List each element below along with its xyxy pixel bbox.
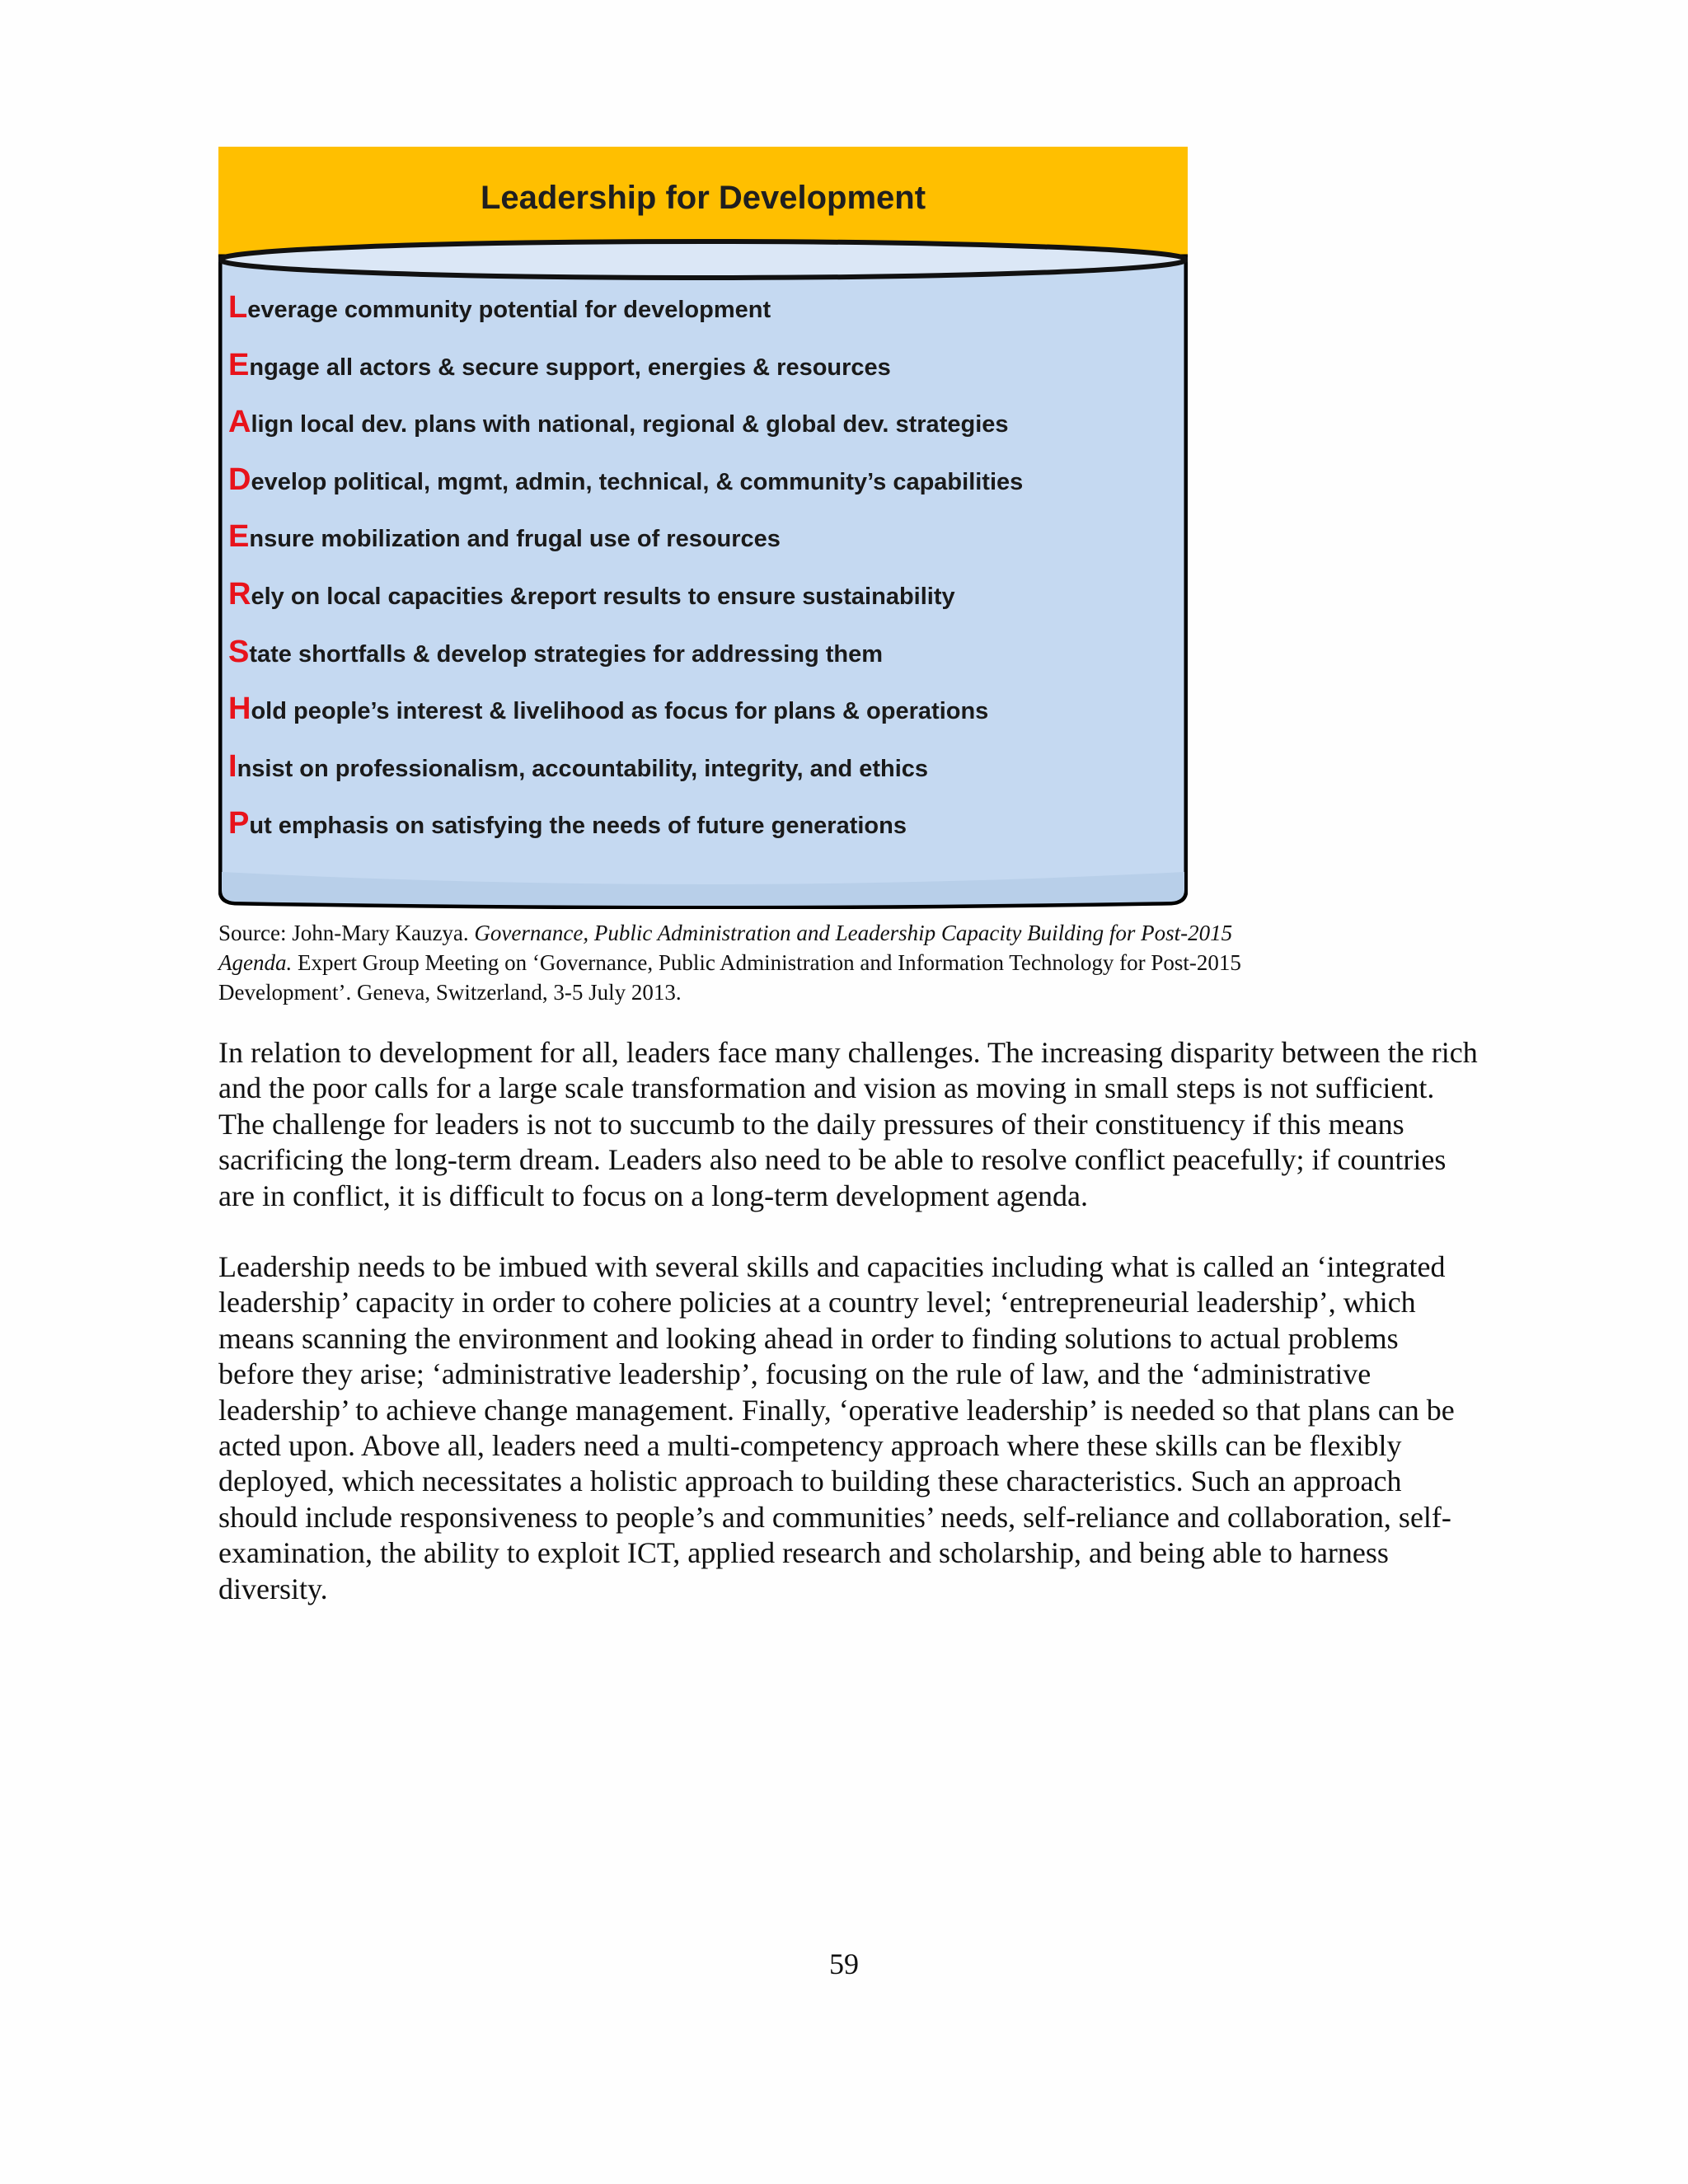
figure-caption bbox=[218, 918, 1290, 1007]
list-item bbox=[228, 576, 1168, 636]
acronym-letter: S bbox=[228, 634, 250, 669]
acronym-letter: D bbox=[228, 462, 251, 497]
acronym-text: lign local dev. plans with national, regional & global dev. strategies bbox=[251, 411, 1009, 438]
acronym-letter: I bbox=[228, 748, 237, 784]
acronym-letter: E bbox=[228, 347, 250, 382]
acronym-text: ut emphasis on satisfying the needs of future generations bbox=[249, 813, 907, 840]
figure-title: Leadership for Development bbox=[480, 180, 926, 216]
acronym-letter: L bbox=[228, 290, 248, 325]
caption-details: Expert Group Meeting on ‘Governance, Public Administration and Information Technology for Post-2015 Development’. Geneva, Switzerland, 3-5 July 2013. bbox=[218, 950, 1241, 1005]
paragraph: In relation to development for all, leaders face many challenges. The increasing disparity between the rich and the poor calls for a large scale transformation and vision as moving in small steps is not sufficient. The challenge for leaders is not to succumb to the daily pressures of their constituency if this means sacrificing the long-term dream. Leaders also need to be able to resolve conflict peacefully; if countries are in conflict, it is difficult to focus on a long-term development agenda. bbox=[218, 1036, 1478, 1212]
acronym-text: ngage all actors & secure support, energies & resources bbox=[249, 354, 891, 381]
acronym-list bbox=[228, 292, 1168, 865]
acronym-text: nsist on professionalism, accountability, integrity, and ethics bbox=[237, 755, 929, 782]
list-item bbox=[228, 636, 1168, 694]
acronym-letter: R bbox=[228, 576, 251, 612]
list-item bbox=[228, 748, 1168, 808]
page-number: 59 bbox=[829, 1947, 859, 1980]
list-item bbox=[228, 808, 1168, 865]
list-item bbox=[228, 406, 1168, 464]
list-item bbox=[228, 464, 1168, 522]
paragraph: Leadership needs to be imbued with several skills and capacities including what is called an ‘integrated leadership’ capacity in order to cohere policies at a country level; ‘entrepreneurial leadership’, which means scanning the environment and looking ahead in order to finding solutions to actual problems before they arise; ‘administrative leadership’, focusing on the rule of law, and the ‘administrative leadership’ to achieve change management. Finally, ‘operative leadership’ is needed so that plans can be acted upon. Above all, leaders need a multi-competency approach where these skills can be flexibly deployed, which necessitates a holistic approach to building these characteristics. Such an approach should include responsiveness to people’s and communities’ needs, self-reliance and collaboration, self-examination, the ability to exploit ICT, applied research and scholarship, and being able to harness diversity. bbox=[218, 1250, 1455, 1605]
acronym-letter: P bbox=[228, 806, 250, 841]
acronym-text: nsure mobilization and frugal use of resources bbox=[249, 526, 781, 553]
acronym-letter: H bbox=[228, 691, 251, 727]
caption-title: Governance, Public Administration and Leadership Capacity Building for Post-2015 Agenda. bbox=[218, 921, 1233, 975]
acronym-text: evelop political, mgmt, admin, technical, & community’s capabilities bbox=[251, 468, 1024, 495]
acronym-letter: A bbox=[228, 405, 251, 440]
caption-prefix: Source: John-Mary Kauzya. bbox=[218, 921, 475, 945]
list-item bbox=[228, 292, 1168, 349]
leadership-figure bbox=[218, 147, 1188, 909]
acronym-letter: E bbox=[228, 519, 250, 555]
acronym-text: old people’s interest & livelihood as focus for plans & operations bbox=[251, 698, 989, 725]
list-item bbox=[228, 349, 1168, 407]
cylinder-top bbox=[220, 241, 1186, 278]
list-item bbox=[228, 693, 1168, 751]
body-text bbox=[218, 1035, 1479, 1643]
acronym-text: tate shortfalls & develop strategies for addressing them bbox=[249, 640, 884, 668]
acronym-text: everage community potential for development bbox=[247, 297, 771, 323]
list-item bbox=[228, 521, 1168, 579]
acronym-text: ely on local capacities &report results to ensure sustainability bbox=[251, 583, 955, 610]
